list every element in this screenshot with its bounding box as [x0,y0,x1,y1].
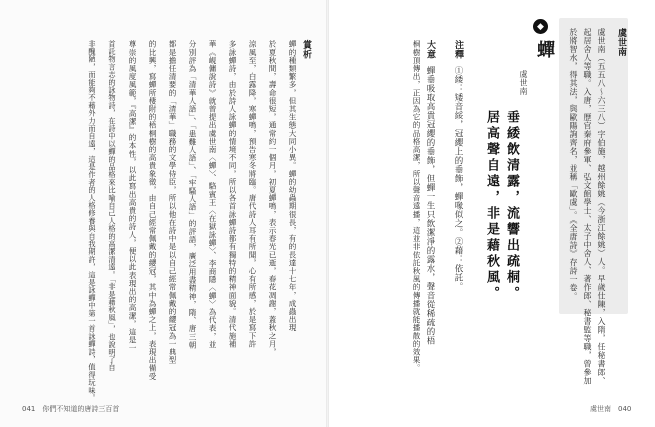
poem-line-1: 垂緌飲清露，流響出疏桐。 [504,110,519,302]
book-spine [326,0,329,427]
title-marker-icon: ◆ [533,19,548,34]
right-page-footer: 虞世南 040 [590,405,632,413]
analysis-line-8: 的比興，寫蟬所棲附的梧桐樹的高貴象徵，由自己經常佩戴的纓冠，其中為蟬之上，表現出備受 [148,40,157,381]
poem-line-2: 居高聲自遠，非是藉秋風。 [484,110,499,302]
analysis-line-6: 分別評為「清華人語」、「患難人語」、「牢騷人語」的評語，廣泛用盡精神，隋、唐三朝 [188,40,197,349]
analysis-label: 賞析 [301,40,311,59]
analysis-line-4: 多詠蟬詩，由於詩人詠蟬的情境不同，所以各首詠蟬詩都有獨特的精神面貌。清代施補 [228,40,237,348]
notes-line-1: ①緌：矮音綏，冠纓上的垂飾，蟬喙似之。②藉：依託。 [453,66,463,291]
gist-line-2: 桐樹頂傳出，正因為它的品格高潔，所以聲音遠播，這並非依託秋風的傳播就能播散的效果。 [412,40,421,373]
analysis-line-5: 華《峴傭說詩》就曾提出虞世南〈蟬〉、駱賓王〈在獄詠蟬〉、李商隱〈蟬〉為代表，並 [208,40,217,349]
analysis-line-7: 都是擔任清要的「清華」職務的文學侍臣，所以他在詩中是以自己經常佩戴的纓冠為一典型 [168,40,177,364]
analysis-line-1: 蟬的種類繁多，但其生態大同小異。蟬的幼蟲期很長，有的長達十七年，成蟲出現 [288,40,297,332]
analysis-line-10: 首託物言志的詠物詩，在詩中以蟬的品格來比喻自己人格的高潔清遠。「非是藉秋風」，也說明了自 [108,40,117,372]
analysis-line-2: 於夏秋間，壽命很短，通常約一個月，初夏蟬鳴，表示春光已逝，春花凋謝，蓋秋之月， [268,40,277,356]
poem-title: 蟬 [534,40,555,59]
gist-label: 大意 [425,40,435,59]
analysis-line-9: 尊崇的風度風範，『高潔』的本性，以此寫出高貴的詩人，便以此表現出的高潔，這是一 [128,40,137,353]
analysis-line-3: 涼風至，白露降，寒蟬鳴，預告寒冬將臨。唐代詩人耳有所聞，心有所感，於是寫下許 [248,40,257,348]
author-box-line-2: 起居舍人等職。入唐，歷官秦府參軍、弘文館學士、太子中舍人、著作郎、秘書監等職，曾參加 [583,28,592,385]
analysis-line-11: 非醜陋，而能夠不藉外力而自遠，這是作者的人格修養與自我期許，這是詠蟬中第一首詠蟬詩，值得玩味。 [88,40,97,402]
left-page-footer: 041 你們不知道的唐詩三百首 [22,405,120,413]
notes-label: 注釋 [453,40,463,59]
author-box-name: 虞世南 [616,28,626,57]
poem-author: 虞世南 [519,70,528,96]
author-box-line-1: 虞世南（五五八～六三八）字伯施，越州餘姚（今浙江餘姚）人。早歲仕陳，入隋，任秘書郎、 [597,28,606,385]
gist-line-1: 蟬垂吸取高貴冠纓的垂飾，但蟬一生只飲潔淨的露水，聲音從稀疏的梧 [425,66,435,345]
author-box-line-3: 於將智水，得其法，與歐陽詢齊名，並稱「歐虞」。《全唐詩》存詩一卷。 [569,28,578,301]
